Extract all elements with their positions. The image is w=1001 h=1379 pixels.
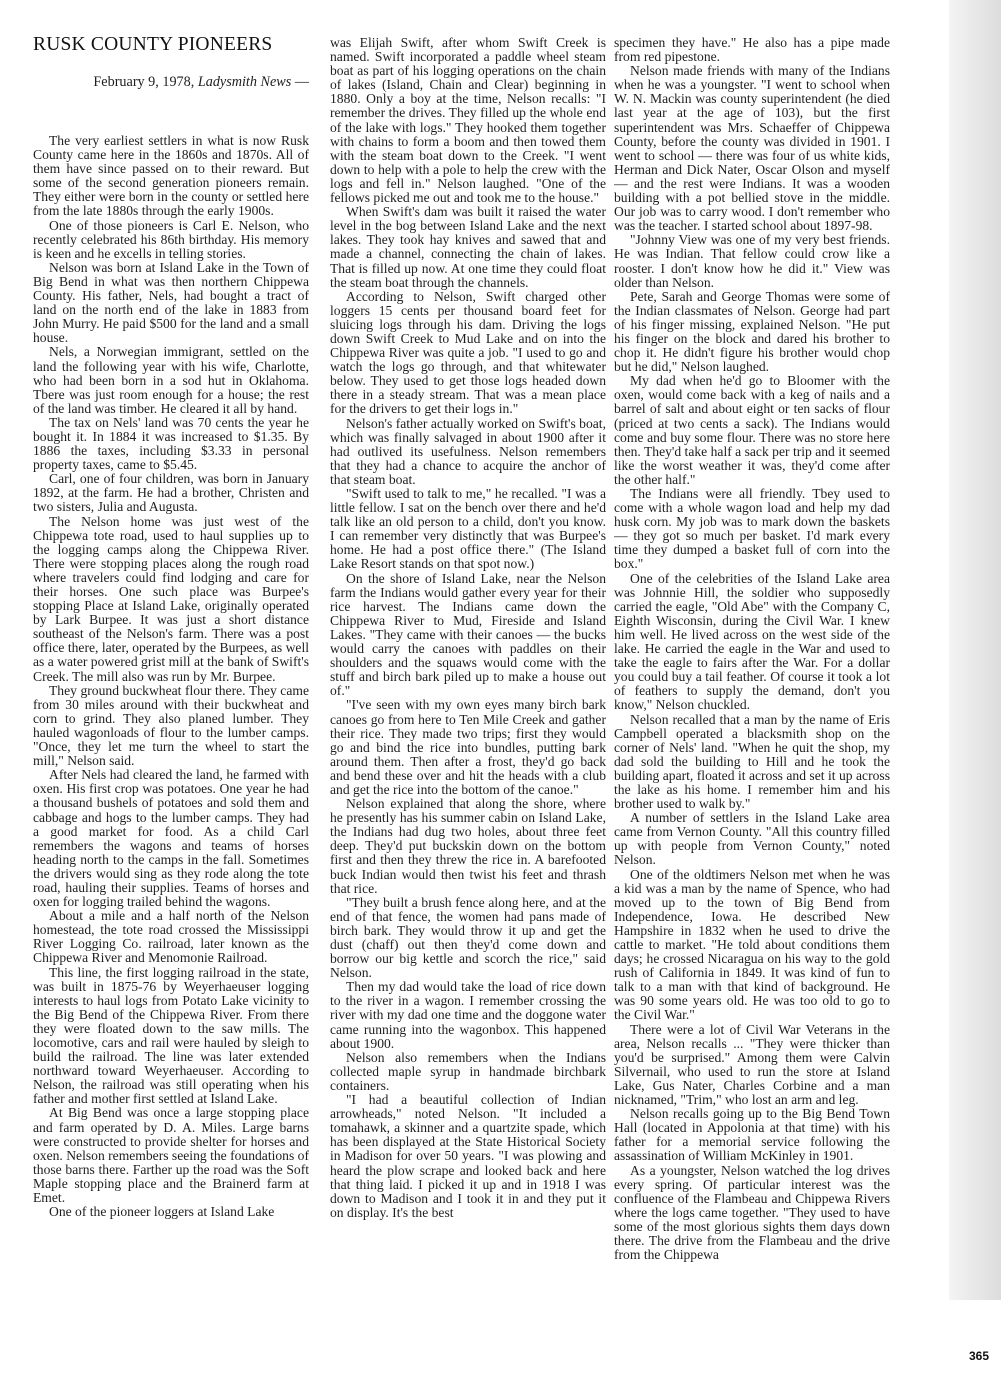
- article-paragraph: Nels, a Norwegian immigrant, settled on the land the following year with his wife, Charlotte, who had been born in a sod hut in Oklahoma. Tbere was just room enough for a house; the rest of the land was timber. He cleared it all by hand.: [33, 344, 309, 416]
- publication-name: Ladysmith News: [197, 74, 292, 90]
- article-paragraph: Carl, one of four children, was born in January 1892, at the farm. He had a brother, Christen and two sisters, Julia and Augusta.: [33, 471, 309, 515]
- article-paragraph: Nelson was born at Island Lake in the Town of Big Bend in what was then northern Chippewa County. His father, Nels, had bought a tract of land on the north end of the lake in 1883 from John Murry. He paid $500 for the land and a small house.: [33, 259, 309, 346]
- article-paragraph: One of the celebrities of the Island Lake area was Johnnie Hill, the soldier who supposedly carried the eagle, "Old Abe" with the Company C, Eighth Wisconsin, during the Civil War. I knew him well. He lived across on the west side of the lake. He carried the eagle in the War and used to take the eagle to fairs after the War. For a dollar you could buy a tail feather. Of course it took a lot of feathers to supply the demand, don't you know," Nelson chuckled.: [614, 570, 890, 713]
- article-paragraph: One of the pioneer loggers at Island Lake: [49, 1204, 275, 1220]
- article-paragraph: was Elijah Swift, after whom Swift Creek is named. Swift incorporated a paddle wheel steam boat as part of his logging operations on the chain of lakes (Island, Chain and Clear) beginning in 1880. Only a boy at the time, Nelson recalls: "I remember the drives. They filled up the whole end of the lake with logs." They hooked them together with chains to form a boom and then towed them with the steam boat down to the Creek. "I went down to help with a pole to help the crew with the logs and fell in." Nelson laughed. "One of the fellows picked me out and took me to the house.": [330, 36, 606, 206]
- article-paragraph: "They built a brush fence along here, and at the end of that fence, the women had pans made of birch bark. They would throw it up and get the dust (chaff) out then they'd come down and borrow our big kettle and scorch the rice," said Nelson.: [330, 894, 606, 981]
- article-paragraph: As a youngster, Nelson watched the log drives every spring. Of particular interest was the confluence of the Flambeau and Chippewa Rivers where the logs came together. "They used to have some of the most glorious sights them days down there. The drive from the Flambeau and the drive from the Chippewa: [614, 1162, 890, 1263]
- article-column-2: [330, 36, 606, 1354]
- article-paragraph: My dad when he'd go to Bloomer with the oxen, would come back with a keg of nails and a barrel of salt and about eight or ten sacks of flour (priced at two cents a sack). The Indians would come and buy some flour. There was no store here then. They'd take half a sack per trip and it seemed like the worst weather it was, they'd come after the other half.": [614, 373, 890, 487]
- article-paragraph: The Nelson home was just west of the Chippewa tote road, used to haul supplies up to the logging camps along the Chippewa River. There were stopping places along the rough road where travelers could find lodging and care for their horses. One such place was Burpee's stopping Place at Island Lake, originally operated by Lark Burpee. It was just a short distance southeast of the Nelson's farm. There was a post office there, later, operated by the Burpees, as well as a water powered grist mill at the bank of Swift's Creek. The mill also was run by Mr. Burpee.: [33, 513, 309, 684]
- dateline-dash: —: [291, 74, 309, 90]
- article-paragraph: About a mile and a half north of the Nelson homestead, the tote road crossed the Mississippi River Logging Co. railroad, later known as the Chippewa River and Menomonie Railroad.: [33, 908, 309, 966]
- column-1-body: [33, 134, 309, 1219]
- article-paragraph: Nelson's father actually worked on Swift's boat, which was finally salvaged in about 1900 after it had outlived its usefulness. Nelson remembers that they had a chance to acquire the anchor of that steam boat.: [330, 415, 606, 487]
- article-paragraph: On the shore of Island Lake, near the Nelson farm the Indians would gather every year for their rice harvest. The Indians came down the Chippewa River to Mud, Fireside and Island Lakes. "They came with their canoes — the bucks would carry the canoes with paddles on their shoulders and the squaws would come with the stuff and birch bark piled up to make a house out of.": [330, 570, 606, 699]
- article-column-3: [614, 36, 890, 1354]
- article-paragraph: The very earliest settlers in what is now Rusk County came here in the 1860s and 1870s. All of them have since passed on to their reward. But some of the second generation pioneers remain. They either were born in the county or settled here from the late 1880s through the early 1900s.: [33, 133, 309, 219]
- article-paragraph: According to Nelson, Swift charged other loggers 15 cents per thousand board feet for sluicing logs through his dam. Driving the logs down Swift Creek to Mud Lake and on into the Chippewa River was quite a job. "I used to go and watch the logs go through, and that whitewater below. They used to get those logs headed down there in a steady stream. That was a mean place for the drivers to get their logs in.": [330, 288, 606, 417]
- article-paragraph: Nelson recalled that a man by the name of Eris Campbell operated a blacksmith shop on the corner of Nels' land. "When he quit the shop, my dad sold the building to Hill and he took the building apart, floated it across and set it up across the lake as his home. I remember him and his brother used to walk by.": [614, 711, 890, 812]
- article-paragraph: The tax on Nels' land was 70 cents the year he bought it. In 1884 it was increased to $1.35. By 1886 the taxes, including $3.33 in personal property taxes, came to $5.45.: [33, 414, 309, 473]
- article-paragraph: "Johnny View was one of my very best friends. He was Indian. That fellow could crow like a rooster. I don't know how he did it." View was older than Nelson.: [614, 232, 890, 290]
- article-paragraph: "I had a beautiful collection of Indian arrowheads," noted Nelson. "It included a tomahawk, a skinner and a quartzite spade, which has been displayed at the State Historical Society in Madison for over 50 years. "I was plowing and heard the plow scrape and looked back and here that thing laid. I picked it up and in 1918 I was down to Madison and I took it in and they put it on display. It's the best: [330, 1092, 606, 1220]
- article-paragraph: The Indians were all friendly. Tbey used to come with a whole wagon load and help my dad husk corn. My job was to mark down the baskets — they got so much per basket. I'd mark every time they dumped a basket full of corn into the box.": [614, 486, 890, 572]
- article-paragraph: After Nels had cleared the land, he farmed with oxen. His first crop was potatoes. One year he had a thousand bushels of potatoes and sold them and cabbage and hogs to the lumber camps. They had a good market for food. As a child Carl remembers the wagons and teams of horses heading north to the camps in the fall. Sometimes the drivers would sing as they rode along the tote road, hauling their supplies. Teams of horses and oxen for logging trailed behind the wagons.: [33, 767, 309, 910]
- article-column-1: [33, 34, 309, 1352]
- article-paragraph: Nelson made friends with many of the Indians when he was a youngster. "I went to school when W. N. Mackin was county superintendent (he died last year at the age of 103), but the first superintendent was Mrs. Schaeffer of Chippewa County, before the county was divided in 1901. I went to school — there was four of us white kids, Herman and Dick Nater, Oscar Olson and myself — and the rest were Indians. It was a wooden building with a pot bellied stove in the middle. Our job was to carry wood. I don't remember who was the teacher. I started school about 1897-98.: [614, 63, 890, 234]
- article-paragraph: At Big Bend was once a large stopping place and farm operated by D. A. Miles. Large barns were constructed to provide shelter for horses and oxen. Nelson remembers seeing the foundations of those barns there. Farther up the road was the Soft Maple stopping place and the Brainerd farm at Emet.: [33, 1105, 309, 1206]
- article-dateline: [33, 74, 309, 90]
- article-paragraph: There were a lot of Civil War Veterans in the area, Nelson recalls ... "They were thicker than you'd be surprised." Among them were Calvin Silvernail, who used to run the store at Island Lake, Gus Nater, Charles Corbine and a man nicknamed, "Trim," who lost an arm and leg.: [614, 1021, 890, 1108]
- article-title: RUSK COUNTY PIONEERS: [33, 34, 273, 55]
- article-paragraph: Then my dad would take the load of rice down to the river in a wagon. I remember crossing the river with my dad one time and the doggone water came running into the wagonbox. This happened about 1900.: [330, 979, 606, 1051]
- page-number: 365: [968, 1349, 989, 1363]
- article-paragraph: This line, the first logging railroad in the state, was built in 1875-76 by Weyerhaeuser logging interests to haul logs from Potato Lake vicinity to the Big Bend of the Chippewa River. From there they were floated down to the saw mills. The locomotive, cars and rail were hauled by sleigh to build the railroad. The line was later extended northward toward Weyerhaeuser. According to Nelson, the railroad was still operating when his father and mother first settled at Island Lake.: [33, 964, 309, 1107]
- article-paragraph: A number of settlers in the Island Lake area came from Vernon County. "All this country filled up with people from Vernon County," noted Nelson.: [614, 810, 890, 868]
- column-3-body: [614, 36, 890, 1262]
- article-date: February 9, 1978,: [93, 74, 198, 90]
- article-paragraph: When Swift's dam was built it raised the water level in the bog between Island Lake and the next lakes. They took hay knives and sawed that and made a channel, connecting the chain of lakes. That is filled up now. At one time they could float the steam boat through the channels.: [330, 204, 606, 290]
- article-paragraph: specimen they have." He also has a pipe made from red pipestone.: [614, 36, 890, 65]
- article-paragraph: One of those pioneers is Carl E. Nelson, who recently celebrated his 86th birthday. His memory is keen and he excells in telling stories.: [33, 217, 309, 261]
- facing-page-edge: [949, 0, 1001, 1300]
- column-2-body: [330, 36, 606, 1220]
- article-paragraph: Nelson also remembers when the Indians collected maple syrup in handmade birchbark containers.: [330, 1049, 606, 1093]
- article-paragraph: Nelson explained that along the shore, where he presently has his summer cabin on Island Lake, the Indians had dug two holes, about three feet deep. They'd put buckskin down on the bottom first and then they threw the rice in. A barefooted buck Indian would then twist his feet and thrash that rice.: [330, 796, 606, 896]
- article-paragraph: Pete, Sarah and George Thomas were some of the Indian classmates of Nelson. George had part of his finger missing, explained Nelson. "He put his finger on the block and dared his brother to chop it. He didn't figure his brother would chop but he did," Nelson laughed.: [614, 288, 890, 375]
- article-paragraph: One of the oldtimers Nelson met when he was a kid was a man by the name of Spence, who had moved up to the town of Big Bend from Independence, Iowa. He described New Hampshire in 1832 when he used to drive the cattle to market. "He told about conditions them days; he crossed Nicaragua on his way to the gold rush of California in 1849. It was kind of fun to talk to a man with that kind of background. He was 90 some years old. He was too old to go to the Civil War.": [614, 866, 890, 1023]
- article-paragraph: They ground buckwheat flour there. They came from 30 miles around with their buckwheat and corn to grind. They also planed lumber. They hauled wagonloads of flour to the lumber camps. "Once, they let me turn the wheel to start the mill," Nelson said.: [33, 682, 309, 769]
- article-paragraph: Nelson recalls going up to the Big Bend Town Hall (located in Appolonia at that time) with his father for a memorial service following the assassination of William McKinley in 1901.: [614, 1106, 890, 1164]
- article-paragraph: "I've seen with my own eyes many birch bark canoes go from here to Ten Mile Creek and gather their rice. They made two trips; first they would go and bind the rice into bundles, putting bark around them. Then after a frost, they'd go back and bend these over and hit the heads with a club and get the rice into the bottom of the canoe.": [330, 697, 606, 797]
- article-paragraph: "Swift used to talk to me," he recalled. "I was a little fellow. I sat on the bench over there and he'd talk like an old person to a child, don't you know. I can remember very distinctly that was Burpee's home. He had a post office there." (The Island Lake Resort stands on that spot now.): [330, 486, 606, 572]
